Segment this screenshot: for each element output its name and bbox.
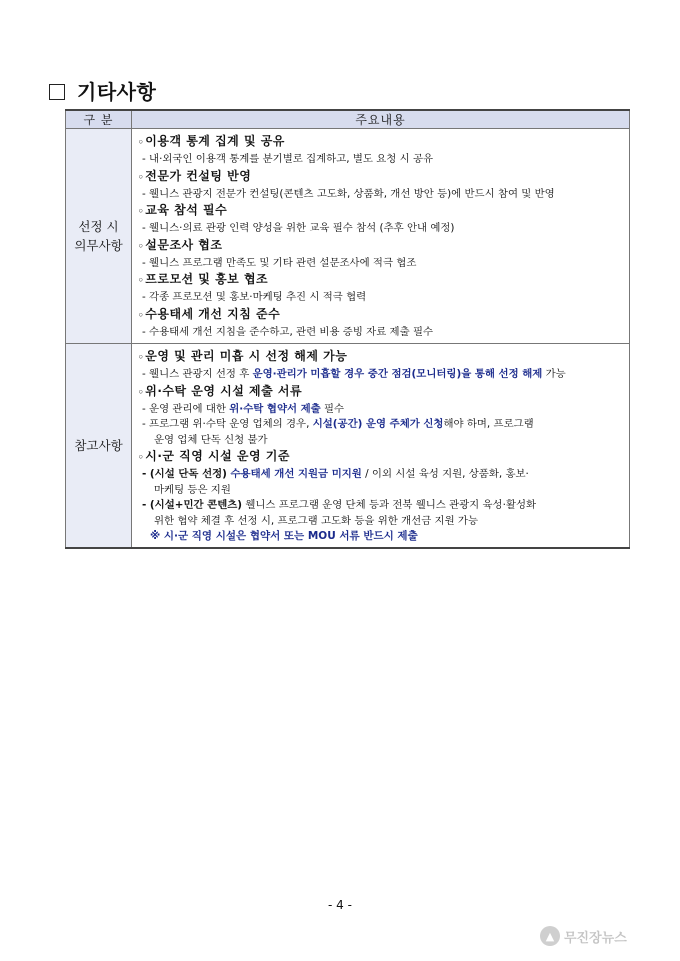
list-item-title xyxy=(138,133,629,152)
list-item-detail xyxy=(138,402,629,418)
item-title-text: 이용객 통계 집계 및 공유 xyxy=(145,134,285,148)
detail-text: - 프로그램 위·수탁 운영 업체의 경우, xyxy=(142,418,313,430)
item-title-text: 설문조사 협조 xyxy=(145,237,223,252)
highlight-text: 시설(공간) 운영 주체가 신청 xyxy=(312,418,444,430)
header-category: 구 분 xyxy=(66,110,132,129)
bullet-icon: ◦ xyxy=(138,276,145,286)
category-obligations xyxy=(66,129,132,344)
bullet-icon: ◦ xyxy=(138,138,145,148)
header-content: 주요내용 xyxy=(132,110,630,129)
list-item-detail-continued: 위한 협약 체결 후 선정 시, 프로그램 고도화 등을 위한 개선금 지원 가능 xyxy=(154,514,478,527)
list-item-detail: - 웰니스 관광지 전문가 컨설팅(콘텐츠 고도화, 상품화, 개선 방안 등)에 반드시 참여 및 반영 xyxy=(142,187,555,200)
notes-content xyxy=(132,344,630,549)
item-title-text: 수용태세 개선 지침 준수 xyxy=(145,306,281,321)
bullet-icon: ◦ xyxy=(138,453,145,463)
category-line: 의무사항 xyxy=(74,238,123,253)
detail-text: - 웰니스 관광지 선정 후 xyxy=(142,368,253,380)
list-item-detail: - 웰니스 프로그램 만족도 및 기타 관련 설문조사에 적극 협조 xyxy=(142,256,417,269)
list-item-detail xyxy=(138,417,629,433)
item-title-text: 위·수탁 운영 시설 제출 서류 xyxy=(145,383,303,398)
list-item-detail: - 각종 프로모션 및 홍보·마케팅 추진 시 적극 협력 xyxy=(142,291,367,303)
bullet-icon: ◦ xyxy=(138,241,145,252)
category-line: 선정 시 xyxy=(78,219,119,234)
detail-text: 웰니스 프로그램 운영 단체 등과 전북 웰니스 관광지 육성·활성화 xyxy=(242,499,537,511)
item-title-text: 프로모션 및 홍보 협조 xyxy=(145,272,269,286)
detail-bold-text: - (시설+민간 콘텐츠) xyxy=(142,499,243,511)
list-item-title xyxy=(138,168,629,187)
note-text: ※ 시·군 직영 시설은 협약서 또는 MOU 서류 반드시 제출 xyxy=(150,530,418,542)
list-item-detail: - 웰니스·의료 관광 인력 양성을 위한 교육 필수 참석 (추후 안내 예정) xyxy=(142,222,455,234)
list-item-detail xyxy=(138,498,629,514)
bullet-icon: ◦ xyxy=(138,207,145,217)
category-notes: 참고사항 xyxy=(66,344,132,549)
list-item-detail-continued: 마케팅 등은 지원 xyxy=(154,483,231,496)
news-watermark xyxy=(540,926,627,946)
detail-text: - 운영 관리에 대한 xyxy=(142,402,230,415)
list-item-detail xyxy=(138,467,629,483)
bullet-icon: ◦ xyxy=(138,172,145,183)
highlight-text: 위·수탁 협약서 제출 xyxy=(229,402,321,415)
list-item-title xyxy=(138,271,629,290)
obligations-content xyxy=(132,129,630,344)
bullet-icon: ◦ xyxy=(138,387,145,398)
item-title-text: 운영 및 관리 미흡 시 선정 해제 가능 xyxy=(145,349,348,363)
info-table xyxy=(65,109,630,549)
checkbox-square-icon xyxy=(49,84,65,100)
watermark-text: 무진장뉴스 xyxy=(564,930,627,946)
bullet-icon: ◦ xyxy=(138,310,145,321)
list-item-detail: - 내·외국인 이용객 통계를 분기별로 집계하고, 별도 요청 시 공유 xyxy=(142,153,434,165)
logo-icon: ▲ xyxy=(540,926,560,946)
list-item-title xyxy=(138,306,629,325)
item-title-text: 전문가 컨설팅 반영 xyxy=(145,168,252,183)
highlight-text: 수용태세 개선 지원금 미지원 xyxy=(230,468,362,480)
item-title-text: 교육 참석 필수 xyxy=(145,203,228,217)
bullet-icon: ◦ xyxy=(138,353,145,363)
detail-bold-text: - (시설 단독 선정) xyxy=(142,468,231,480)
section-heading xyxy=(49,76,156,105)
section-title: 기타사항 xyxy=(77,80,157,104)
list-item-title xyxy=(138,348,629,367)
detail-text: 가능 xyxy=(542,368,566,380)
list-item-title xyxy=(138,448,629,467)
list-item-detail-continued: 운영 업체 단독 신청 불가 xyxy=(154,433,268,446)
list-item-detail xyxy=(138,367,629,383)
detail-text: 필수 xyxy=(320,402,345,415)
detail-text: / 이외 시설 육성 지원, 상품화, 홍보· xyxy=(361,468,529,480)
list-item-title xyxy=(138,237,629,256)
list-item-title xyxy=(138,202,629,221)
highlight-text: 운영·관리가 미흡할 경우 중간 점검(모니터링)을 통해 선정 해제 xyxy=(252,368,543,380)
item-title-text: 시·군 직영 시설 운영 기준 xyxy=(145,449,290,463)
detail-text: 해야 하며, 프로그램 xyxy=(443,418,534,430)
table-row-notes xyxy=(66,344,630,549)
list-item-detail: - 수용태세 개선 지침을 준수하고, 관련 비용 증빙 자료 제출 필수 xyxy=(142,325,434,338)
list-item-title xyxy=(138,383,629,402)
page-number: - 4 - xyxy=(328,898,352,912)
table-header-row xyxy=(66,110,630,129)
table-row-obligations xyxy=(66,129,630,344)
